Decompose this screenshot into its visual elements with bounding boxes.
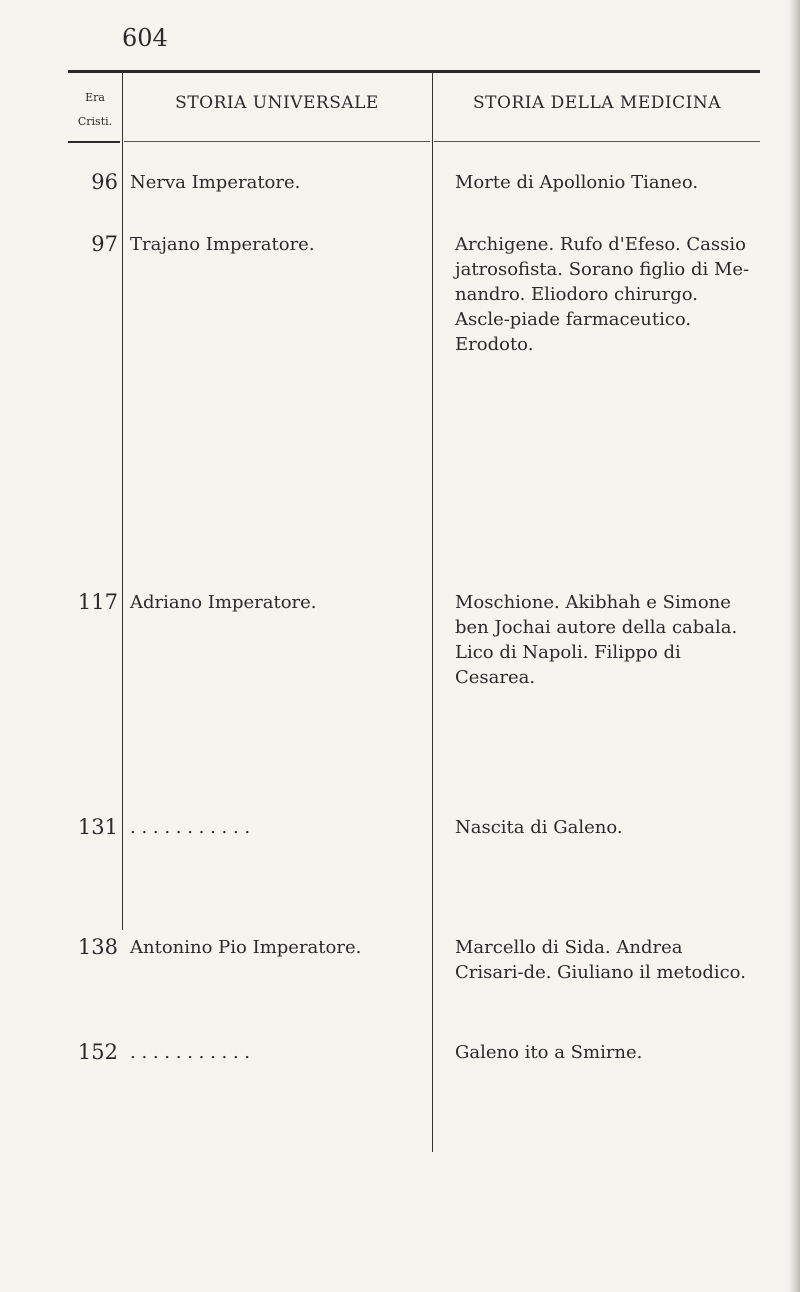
header-rule-medicine	[434, 141, 760, 142]
medicine-cell: Marcello di Sida. Andrea Crisari-de. Giuliano il metodico.	[455, 937, 746, 983]
year-cell: 152	[77, 1040, 118, 1064]
year-cell: 117	[77, 590, 118, 614]
universal-cell: . . . . . . . . . . .	[130, 1042, 251, 1063]
header-era	[66, 86, 124, 134]
year-cell: 97	[91, 232, 118, 256]
column-divider-2	[432, 72, 433, 1152]
header-rule-era	[68, 141, 120, 143]
universal-cell: Trajano Imperatore.	[130, 234, 315, 255]
medicine-cell: Archigene. Rufo d'Efeso. Cassio jatrosofista. Sorano figlio di Me-nandro. Eliodoro chirurgo. Ascle-piade farmaceutico. Erodoto.	[455, 234, 750, 355]
header-universal-history: STORIA UNIVERSALE	[175, 93, 379, 113]
header-era-line1: Era	[85, 91, 105, 104]
header-era-line2: Cristi.	[77, 115, 113, 128]
header-rule-universal	[124, 141, 430, 142]
page-number: 604	[122, 24, 168, 52]
page-edge	[788, 0, 800, 1292]
column-divider-1	[122, 72, 123, 930]
top-rule	[68, 70, 760, 73]
medicine-cell: Galeno ito a Smirne.	[455, 1042, 643, 1063]
year-cell: 131	[77, 815, 118, 839]
header-medicine-history: STORIA DELLA MEDICINA	[473, 93, 721, 113]
year-cell: 96	[91, 170, 118, 194]
universal-cell: Antonino Pio Imperatore.	[130, 937, 362, 958]
universal-cell: Nerva Imperatore.	[130, 172, 301, 193]
medicine-cell: Moschione. Akibhah e Simone ben Jochai autore della cabala. Lico di Napoli. Filippo di Cesarea.	[455, 592, 738, 688]
medicine-cell: Nascita di Galeno.	[455, 817, 623, 838]
universal-cell: Adriano Imperatore.	[130, 592, 317, 613]
universal-cell: . . . . . . . . . . .	[130, 817, 251, 838]
year-cell: 138	[77, 935, 118, 959]
medicine-cell: Morte di Apollonio Tianeo.	[455, 172, 699, 193]
